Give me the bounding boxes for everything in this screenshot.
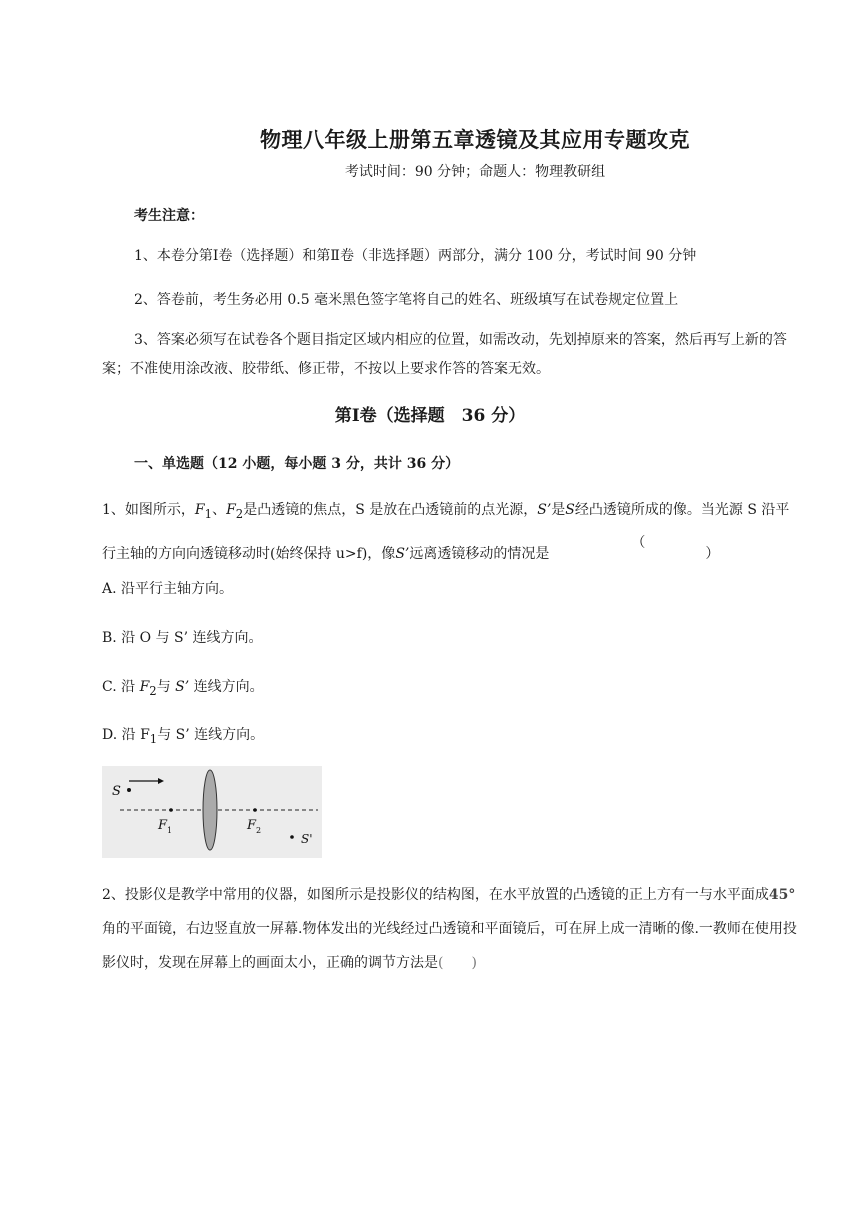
option-c-text: 连线方向。 <box>189 679 264 695</box>
q1-s-prime: S’ <box>395 545 410 562</box>
image-point <box>290 835 294 839</box>
option-a: A. 沿平行主轴方向。 <box>102 581 234 597</box>
q1-text: 是凸透镜的焦点，S 是放在凸透镜前的点光源， <box>243 502 538 518</box>
source-point <box>127 788 131 792</box>
q2-text: 角的平面镜，右边竖直放一屏幕.物体发出的光线经过凸透镜和平面镜后，可在屏上成一清晰的像.一教师在使用投影仪时，发现在屏幕上的画面太小，正确的调节方法是 <box>102 921 797 971</box>
notice-item-2: 2、答卷前，考生务必用 0.5 毫米黑色签字笔将自己的姓名、班级填写在试卷规定位置上 <box>134 292 679 308</box>
option-d <box>102 724 264 746</box>
question-1 <box>102 496 802 569</box>
option-d-sub: 1 <box>149 731 158 746</box>
notice-heading: 考生注意： <box>134 208 204 224</box>
f1-point <box>169 808 173 812</box>
label-s-prime: S' <box>301 832 313 846</box>
question-2 <box>102 878 802 980</box>
label-f1-sub: 1 <box>167 826 173 835</box>
notice-item-3: 3、答案必须写在试卷各个题目指定区域内相应的位置，如需改动，先划掉原来的答案，然后再写上新的答案；不准使用涂改液、胶带纸、修正带，不按以上要求作答的答案无效。 <box>102 332 787 377</box>
q1-s: S <box>565 502 575 518</box>
q1-text: 1、如图所示， <box>102 502 195 518</box>
paren-close: ） <box>705 545 720 562</box>
arrow-head-icon <box>158 778 164 784</box>
option-c-sub: 2 <box>149 683 157 698</box>
option-d-text: 与 S’ 连线方向。 <box>157 727 265 743</box>
q2-text: 2、投影仪是教学中常用的仪器，如图所示是投影仪的结构图，在水平放置的凸透镜的正上方有一与水平面成 <box>102 887 769 903</box>
answer-blank[interactable]: ( ) <box>438 955 477 971</box>
label-f1: F <box>158 818 168 833</box>
label-s: S <box>112 784 121 799</box>
paren-open: （ <box>631 534 646 551</box>
option-c-s-prime: S’ <box>175 679 190 695</box>
option-d-text: D. 沿 F <box>102 727 150 743</box>
part-title: 一、单选题（12 小题，每小题 3 分，共计 36 分） <box>134 456 460 472</box>
option-b: B. 沿 O 与 S’ 连线方向。 <box>102 630 263 646</box>
q1-text: 经凸透镜所成的像。当光源 S 沿平行主轴的方向向透镜移动时(始终保持 u>f)，像 <box>102 502 790 562</box>
exam-info: 考试时间：90 分钟；命题人：物理教研组 <box>344 164 606 180</box>
q1-f2-sub: 2 <box>235 506 244 521</box>
q1-f2: F <box>226 502 236 518</box>
option-c <box>102 676 264 698</box>
page-title: 物理八年级上册第五章透镜及其应用专题攻克 <box>260 127 690 152</box>
q2-angle: 45° <box>768 887 796 903</box>
f2-point <box>253 808 257 812</box>
q1-f1: F <box>194 502 205 518</box>
q1-sep: 、 <box>212 502 227 518</box>
q1-text: 远离透镜移动的情况是 <box>409 545 550 562</box>
q1-f1-sub: 1 <box>204 506 213 521</box>
option-c-f: F <box>139 679 150 695</box>
q1-s-prime: S’ <box>537 502 552 518</box>
convex-lens <box>203 770 217 850</box>
answer-blank[interactable] <box>549 529 645 558</box>
notice-item-1: 1、本卷分第Ⅰ卷（选择题）和第Ⅱ卷（非选择题）两部分，满分 100 分，考试时间 90 分钟 <box>134 248 697 264</box>
label-f2: F <box>247 818 257 833</box>
q1-text: 是 <box>551 502 566 518</box>
option-c-text: 与 <box>156 679 176 695</box>
option-c-text: C. 沿 <box>102 679 140 695</box>
lens-diagram-svg <box>102 766 322 858</box>
section-title: 第Ⅰ卷（选择题 36 分） <box>334 406 526 426</box>
lens-diagram <box>102 766 322 858</box>
label-f2-sub: 2 <box>256 826 262 835</box>
